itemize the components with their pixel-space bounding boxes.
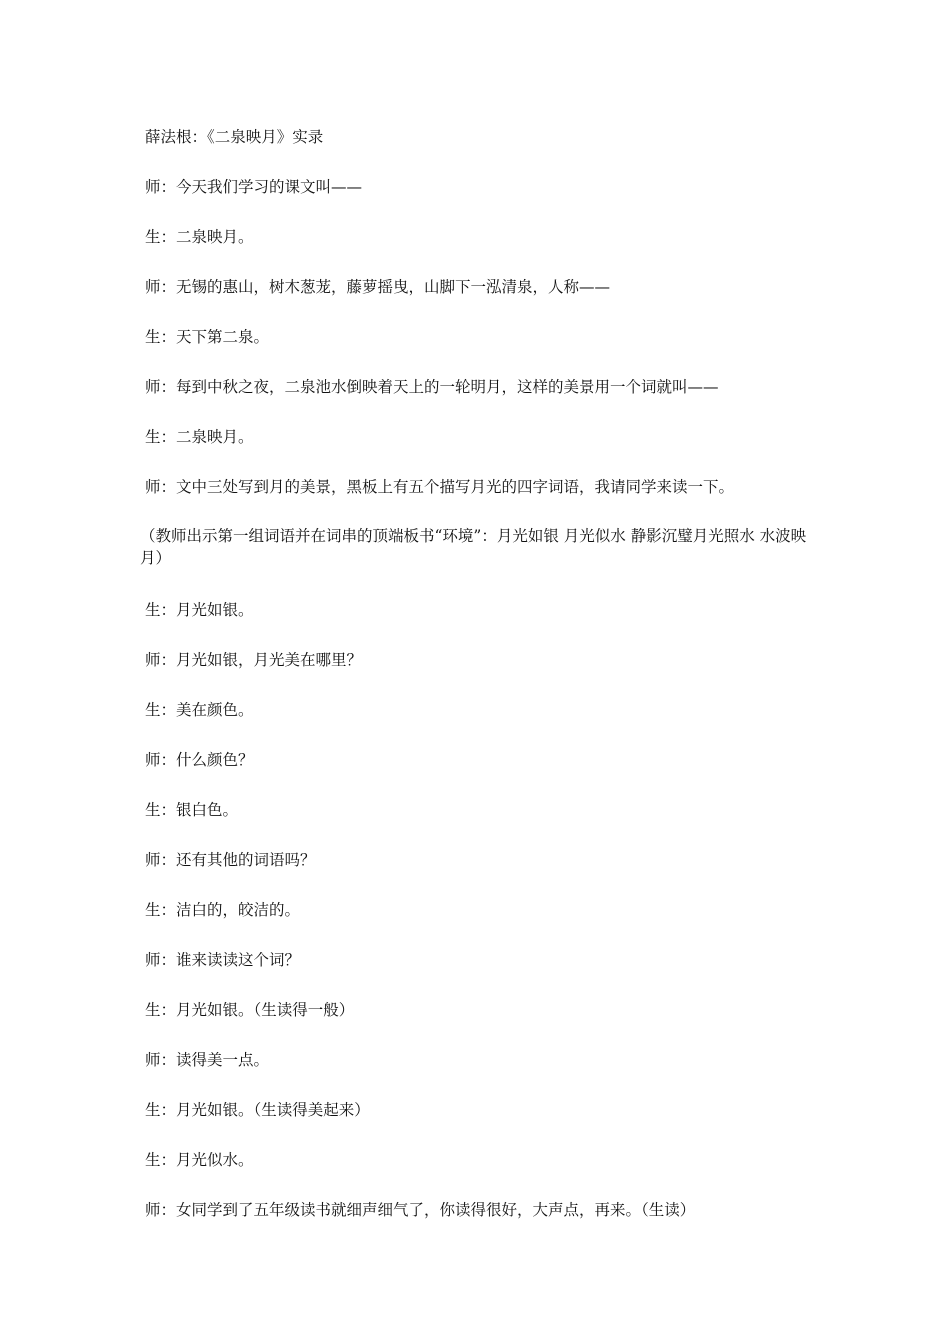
paragraph: 师：文中三处写到月的美景，黑板上有五个描写月光的四字词语，我请同学来读一下。 [145, 478, 735, 496]
paragraph: 师：谁来读读这个词？ [145, 951, 301, 969]
paragraph: 师：月光如银，月光美在哪里？ [145, 651, 363, 669]
paragraph: 生：美在颜色。 [145, 701, 254, 719]
paragraph: 生：二泉映月。 [145, 428, 254, 446]
paragraph: 生：洁白的，皎洁的。 [145, 901, 301, 919]
paragraph: 生：月光似水。 [145, 1151, 254, 1169]
paragraph: 生：银白色。 [145, 801, 239, 819]
document-title: 薛法根：《二泉映月》实录 [145, 128, 324, 146]
paragraph: 师：读得美一点。 [145, 1051, 270, 1069]
paragraph: 师：什么颜色？ [145, 751, 254, 769]
paragraph: 生：月光如银。（生读得美起来） [145, 1101, 370, 1119]
paragraph: 师：女同学到了五年级读书就细声细气了，你读得很好，大声点，再来。（生读） [145, 1201, 696, 1219]
paragraph: 师：无锡的惠山，树木葱茏，藤萝摇曳，山脚下一泓清泉，人称—— [145, 278, 611, 296]
paragraph: 生：月光如银。 [145, 601, 254, 619]
paragraph: 生：月光如银。（生读得一般） [145, 1001, 355, 1019]
paragraph: 师：今天我们学习的课文叫—— [145, 178, 363, 196]
paragraph: 师：还有其他的词语吗？ [145, 851, 316, 869]
paragraph: 生：二泉映月。 [145, 228, 254, 246]
stage-direction-paragraph: （教师出示第一组词语并在词串的顶端板书“环境”：月光如银 月光似水 静影沉璧月光照水 水波映月） [140, 527, 807, 567]
paragraph: 师：每到中秋之夜，二泉池水倒映着天上的一轮明月，这样的美景用一个词就叫—— [145, 378, 719, 396]
paragraph: 生：天下第二泉。 [145, 328, 270, 346]
